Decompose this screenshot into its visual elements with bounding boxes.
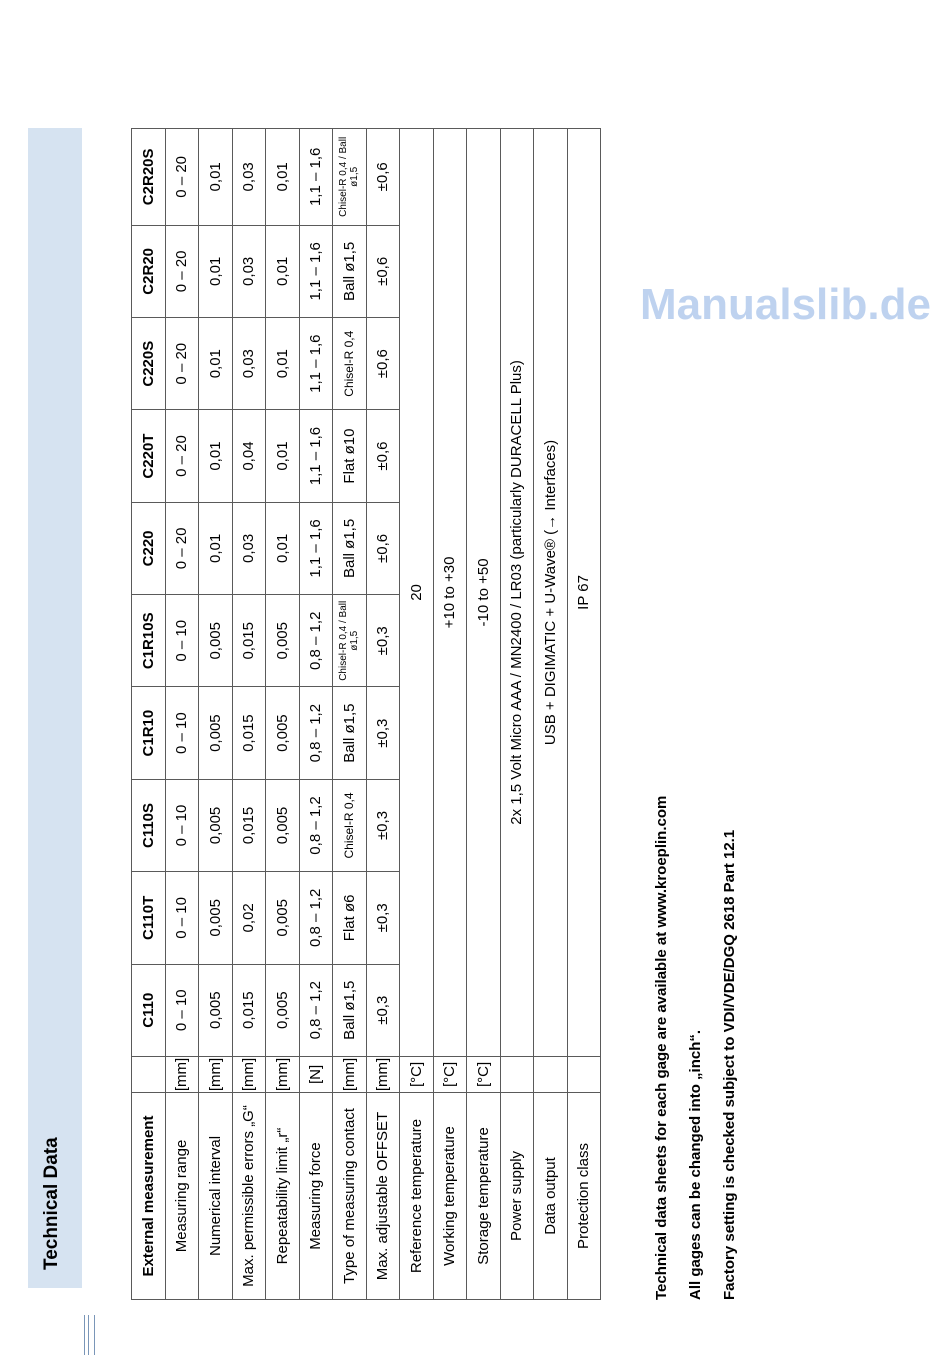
- table-cell: 0,01: [199, 410, 233, 502]
- table-cell: 0,8 – 1,2: [299, 779, 333, 871]
- table-cell: 0,03: [232, 225, 266, 317]
- table-cell: ±0,3: [366, 872, 400, 964]
- table-cell: 0,03: [232, 502, 266, 594]
- table-cell: 0,8 – 1,2: [299, 872, 333, 964]
- table-row-repeatability-limit: [266, 129, 300, 1300]
- notes: [645, 796, 747, 1300]
- table-cell: 0 – 20: [165, 129, 199, 226]
- table-cell: ±0,6: [366, 410, 400, 502]
- table-cell: 0,005: [266, 779, 300, 871]
- row-label: Protection class: [567, 1092, 601, 1299]
- row-label: Measuring range: [165, 1092, 199, 1299]
- table-cell: 0,01: [199, 318, 233, 410]
- table-cell: 0,005: [199, 872, 233, 964]
- row-unit: [mm]: [232, 1056, 266, 1092]
- row-unit: [500, 1056, 534, 1092]
- row-label: Storage temperature: [467, 1092, 501, 1299]
- table-cell: 0,01: [266, 502, 300, 594]
- table-row-storage-temperature: [467, 129, 501, 1300]
- table-cell: USB + DIGIMATIC + U-Wave® (→ Interfaces): [534, 129, 568, 1057]
- row-unit: [mm]: [266, 1056, 300, 1092]
- row-unit: [mm]: [199, 1056, 233, 1092]
- note-line: Factory setting is checked subject to VDI/VDE/DGQ 2618 Part 12.1: [721, 829, 738, 1300]
- table-cell: Flat ø6: [333, 872, 367, 964]
- table-row-max-permissible-errors: [232, 129, 266, 1300]
- table-cell: Flat ø10: [333, 410, 367, 502]
- table-cell: 2x 1,5 Volt Micro AAA / MN2400 / LR03 (particularly DURACELL Plus): [500, 129, 534, 1057]
- table-cell: 0,005: [266, 687, 300, 779]
- title-band: [28, 128, 82, 1288]
- row-unit: [mm]: [165, 1056, 199, 1092]
- table-cell: Chisel-R 0,4 / Ball ø1,5: [333, 129, 367, 226]
- page-title: Technical Data: [41, 1137, 62, 1270]
- table-cell: Chisel-R 0,4 / Ball ø1,5: [333, 595, 367, 687]
- row-unit: [mm]: [333, 1056, 367, 1092]
- table-cell: 0,01: [266, 225, 300, 317]
- table-cell: 0,005: [199, 779, 233, 871]
- table-cell: +10 to +30: [433, 129, 467, 1057]
- table-cell: 0,005: [266, 872, 300, 964]
- table-cell: 0,03: [232, 318, 266, 410]
- model-header: C220T: [132, 410, 166, 502]
- row-label: Repeatability limit „r“: [266, 1092, 300, 1299]
- table-cell: Ball ø1,5: [333, 687, 367, 779]
- row-unit: [534, 1056, 568, 1092]
- table-cell: 0,8 – 1,2: [299, 687, 333, 779]
- table-cell: 0 – 10: [165, 779, 199, 871]
- table-cell: 1,1 – 1,6: [299, 502, 333, 594]
- table-cell: Ball ø1,5: [333, 225, 367, 317]
- table-row-contact-type: [333, 129, 367, 1300]
- model-header: C110T: [132, 872, 166, 964]
- table-row-power-supply: [500, 129, 534, 1300]
- table-cell: Ball ø1,5: [333, 502, 367, 594]
- table-cell: 0,015: [232, 687, 266, 779]
- table-cell: 0,015: [232, 779, 266, 871]
- row-label: Reference temperature: [400, 1092, 434, 1299]
- table-cell: 0 – 10: [165, 964, 199, 1056]
- table-row-working-temperature: [433, 129, 467, 1300]
- table-row-numerical-interval: [199, 129, 233, 1300]
- table-cell: 0 – 20: [165, 502, 199, 594]
- table-cell: IP 67: [567, 129, 601, 1057]
- table-cell: 0,005: [199, 964, 233, 1056]
- table-cell: 0,01: [199, 129, 233, 226]
- table-header-row: [132, 129, 166, 1300]
- table-cell: 0,01: [199, 502, 233, 594]
- table-cell: 0,005: [199, 687, 233, 779]
- table-cell: 0 – 20: [165, 410, 199, 502]
- table-cell: ±0,3: [366, 687, 400, 779]
- table-cell: ±0,6: [366, 318, 400, 410]
- row-unit: [567, 1056, 601, 1092]
- row-label: Data output: [534, 1092, 568, 1299]
- table-cell: 0,04: [232, 410, 266, 502]
- technical-data-table: [131, 128, 601, 1300]
- table-cell: Chisel-R 0,4: [333, 318, 367, 410]
- table-cell: 0,005: [199, 595, 233, 687]
- table-cell: 20: [400, 129, 434, 1057]
- table-cell: 0,01: [199, 225, 233, 317]
- row-label: External measurement: [132, 1092, 166, 1299]
- table-cell: ±0,6: [366, 502, 400, 594]
- table-cell: 0 – 20: [165, 318, 199, 410]
- table-row-reference-temperature: [400, 129, 434, 1300]
- table-cell: 0,015: [232, 595, 266, 687]
- row-unit: [mm]: [366, 1056, 400, 1092]
- table-cell: 0 – 10: [165, 687, 199, 779]
- table-cell: Chisel-R 0,4: [333, 779, 367, 871]
- table-cell: 0,005: [266, 595, 300, 687]
- table-cell: 0,8 – 1,2: [299, 964, 333, 1056]
- watermark: Manualslib.de: [640, 280, 931, 329]
- row-label: Measuring force: [299, 1092, 333, 1299]
- table-cell: ±0,3: [366, 964, 400, 1056]
- row-label: Working temperature: [433, 1092, 467, 1299]
- table-row-measuring-range: [165, 129, 199, 1300]
- table-cell: 1,1 – 1,6: [299, 410, 333, 502]
- model-header: C1R10S: [132, 595, 166, 687]
- table-cell: 1,1 – 1,6: [299, 129, 333, 226]
- table-cell: 0,02: [232, 872, 266, 964]
- row-unit: [132, 1056, 166, 1092]
- model-header: C2R20: [132, 225, 166, 317]
- table-cell: 0 – 20: [165, 225, 199, 317]
- table-cell: 0,03: [232, 129, 266, 226]
- table-row-data-output: [534, 129, 568, 1300]
- table-cell: 0,01: [266, 410, 300, 502]
- table-cell: 0 – 10: [165, 872, 199, 964]
- table-cell: ±0,6: [366, 225, 400, 317]
- row-label: Max. permissible errors „G“: [232, 1092, 266, 1299]
- row-unit: [°C]: [433, 1056, 467, 1092]
- table-cell: 0,8 – 1,2: [299, 595, 333, 687]
- row-label: Power supply: [500, 1092, 534, 1299]
- table-cell: Ball ø1,5: [333, 964, 367, 1056]
- row-label: Max. adjustable OFFSET: [366, 1092, 400, 1299]
- model-header: C1R10: [132, 687, 166, 779]
- model-header: C110S: [132, 779, 166, 871]
- row-label: Type of measuring contact: [333, 1092, 367, 1299]
- model-header: C220S: [132, 318, 166, 410]
- table-cell: 0,015: [232, 964, 266, 1056]
- table-cell: 1,1 – 1,6: [299, 225, 333, 317]
- model-header: C220: [132, 502, 166, 594]
- row-unit: [°C]: [467, 1056, 501, 1092]
- table-cell: 0,005: [266, 964, 300, 1056]
- model-header: C2R20S: [132, 129, 166, 226]
- table-row-protection-class: [567, 129, 601, 1300]
- note-line: Technical data sheets for each gage are available at www.kroeplin.com: [653, 795, 670, 1300]
- table-cell: 0 – 10: [165, 595, 199, 687]
- table-cell: -10 to +50: [467, 129, 501, 1057]
- table-cell: ±0,6: [366, 129, 400, 226]
- model-header: C110: [132, 964, 166, 1056]
- table-row-measuring-force: [299, 129, 333, 1300]
- row-unit: [N]: [299, 1056, 333, 1092]
- table-cell: ±0,3: [366, 595, 400, 687]
- table-cell: 1,1 – 1,6: [299, 318, 333, 410]
- table-cell: 0,01: [266, 318, 300, 410]
- row-label: Numerical interval: [199, 1092, 233, 1299]
- table-cell: ±0,3: [366, 779, 400, 871]
- page-edge-marker: [84, 1315, 95, 1355]
- row-unit: [°C]: [400, 1056, 434, 1092]
- table-row-offset: [366, 129, 400, 1300]
- table-cell: 0,01: [266, 129, 300, 226]
- note-line: All gages can be changed into „inch“.: [687, 1029, 704, 1300]
